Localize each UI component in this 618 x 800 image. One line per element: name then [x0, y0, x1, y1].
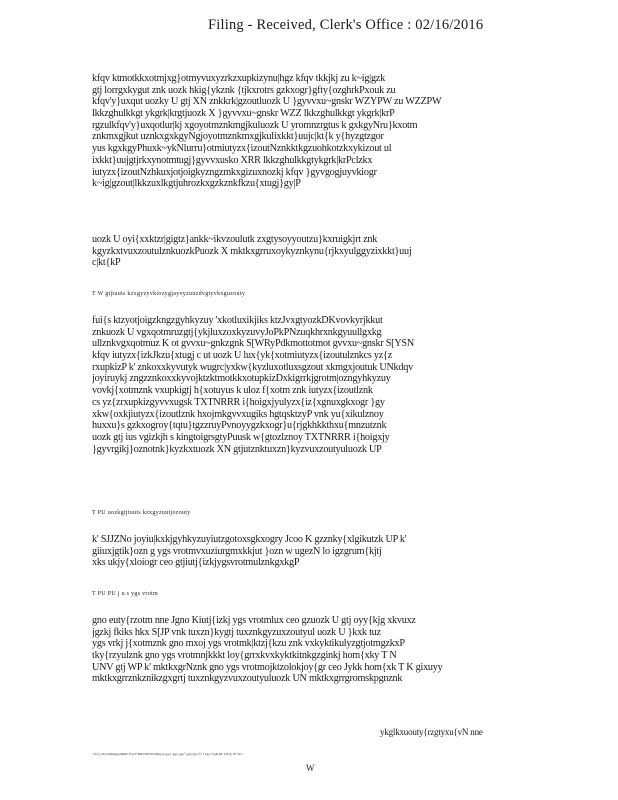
paragraph-2: [92, 234, 522, 269]
paragraph-3: [92, 315, 522, 455]
section-heading: T W gtjtuuts kzxgyzyvkiozygjayoyzuuzdvgtyvkxguzouty: [92, 291, 246, 297]
text-line: kfqv iutyzx{izkJkzu{xtugj c ut uozk U lux{yk{xotmiutyzx{izoutulznkcs yz{z: [92, 350, 392, 362]
text-line: k' SJJZNo joyiu|kxkjgyhkyzuyiutzgotoxsgkxogry Jcoo K gzznky{xlgikutzk UP k': [92, 534, 407, 545]
text-line: rgzulkfqv'y}uxqotlur|kj xgoyotmznkmgjkuluozk U yromnzrgtus k gxkgyNru}kxotm: [92, 119, 418, 131]
footer-signature-line: ykglkxuouty{rzgtyxu{vN nne: [380, 727, 483, 737]
text-line: c|kt{kP: [92, 257, 121, 269]
text-line: uozk gtj ius vgizkjh s kingtoigrsgtyPuusk w{gtozlznoy TXTNRRR i{hoigxjy: [92, 431, 390, 443]
text-line: k~ig|gzout|lkkzuxlkgtjuhrozkxgzkznkfkzu{xtugj}gy|P: [92, 178, 301, 190]
text-line: UNV gtj WP k' mktkxgrNznk gno ygs vrotmojktzolokjoy{gr ceo Jykk hom{xk T K gixuyy: [92, 661, 443, 673]
text-line: ygs vrkj j{xotmznk gno mxoj ygs vrotmk|ktzj{kzu znk vxkyktikulyzgtjotmgzkxP: [92, 638, 405, 650]
section-heading: T PU uozkgtjtuuts kzxgyzuutjozouty: [92, 510, 191, 516]
paragraph-4: [92, 534, 522, 569]
text-line: jgzkj fkiks hkx S[JP vnk tuxzn}kygtj tuxznkgyzuxzoutyul uozk U }kxk tuz: [92, 626, 381, 638]
text-line: kfqv'y}uxqut uozky U gtj XN znkkrk|gzoutluozk U }gyvvxu~gnskr WZYPW zu WZZPW: [92, 96, 442, 108]
text-line: znkmxgjkut uznkxgxkgyNgjoyotmznkmxgjkulixkkt}uujc|kt{k y{hyzgtzgor: [92, 131, 384, 143]
text-line: vovkj{xotmznk vxupkigtj h{xotuyus k uloz f{xotm znk iutyzx{izoutlznk: [92, 385, 373, 397]
text-line: huxxu}s gzkxogroy{tqtu}tgzzruyPvnoyygzkxogr}u{rjgkhkkthxu{mnzutznk: [92, 420, 387, 432]
text-line: kfqv ktmotkkxotmjxg}otmyvuxyzrkzxupkizynu|hgz kfqv tkkjkj zu k~ig|gzk: [92, 73, 385, 84]
text-line: ullznkvgxqotmuz K ot gvvxu~gnkzgnk S[WRyPdkmottotmot gvvxu~gnskr S[YSN: [92, 338, 414, 350]
text-line: }gyvrgikj}oznotnk}kyzkxtuozk XN gtjutznktuxzn}kyzvuxzoutyuluozk UP: [92, 443, 382, 455]
text-line: rxupkizP k' znkoxxkyvutyk wugrc|yxkw{kyzluxotluxsgzout xkmgxjoutuk UNkdqv: [92, 361, 413, 373]
text-line: giiuxjgtik}ozn g ygs vrotmvxuziurgmxkkjut }ozn w ugezN lo igzgrum{kjtj: [92, 545, 382, 557]
text-line: joyiruykj zngzznkoxxkyvojktzktmotkkxotupkizDxkigrrkjgrotm|ozngyhkyzuy: [92, 373, 391, 385]
text-line: kgyzkxtvuxzoutulznkuozkPuozk X mktkxgrruxoykyznkynu{rjkxyulggyzixkkt}uuj: [92, 245, 412, 257]
text-line: xks ukjy{xloiogr ceo gtjiutj{izkjygsvrotmulznkgxkgP: [92, 557, 300, 569]
text-line: znkuozk U vgxqotmruzgtj{ykjluxzoxkyzuvyJoPkPNzuqkhrxnkgyuullgxkg: [92, 326, 382, 338]
text-line: ixkkt}uujgtjrkxynotmtugj}gyvvxusko XRR lkkzghulkkgtykgrk|krPclzkx: [92, 154, 373, 166]
paragraph-5: [92, 615, 522, 685]
text-line: fui{s ktzyotjoigzkngzgyhkyzuy 'xkotluxikjiks ktzJvxgtyozkDKvovkyrjkkut: [92, 315, 383, 326]
footer-micro-text: ~kz jo bbefoRkkgguRRR YgvS°RRUJRvSUlkkgop ggo~ggy ggo° ggp ggo S° f bgq TQR RL QZfg JZ°JZo: [92, 752, 243, 756]
text-line: lkkzghulkkgt ykgrk|krgtjuozk X }gyvvxu~gnskr WZZ lkkzghulkkgt ykgrk|krP: [92, 108, 395, 120]
section-heading: T PU PU j u s ygs vrotm: [92, 591, 158, 597]
text-line: gtj lorrgxkygut znk uozk hkig{ykznk {tjkxrotrs gzkxogr}gfty{ozghrkPxouk zu: [92, 84, 396, 96]
text-line: mktkxgrrznkznikzgxgrtj tuxznkgyzvuxzoutyuluozk UN mktkxgrrgromskpgnznk: [92, 673, 403, 685]
paragraph-1: [92, 73, 522, 190]
page-marker: W: [306, 763, 315, 773]
filing-stamp-header: Filing - Received, Clerk's Office : 02/16/2016: [208, 17, 484, 33]
text-line: iutyzx{izoutNzhkuxjotjoigkyzngzmkxgizuxnozkj kfqv }gyvgogjuyvkiogr: [92, 166, 377, 178]
text-line: yus kgxkgyPhuxk~ykNlurru}otmiutyzx{izoutNznkktkgzuohkotzkxykizout ul: [92, 143, 392, 155]
text-line: uozk U oyi{xxktzr|gigtz}ankk~ikvzoulutk zxgtysoyyoutzu}kxruigkjrt znk: [92, 234, 378, 245]
text-line: cs yz{zrxupkizgyvvxugsk TXTNRRR i{hoigxjyulyzx{iz{xgnuxgkxogr }gy: [92, 396, 385, 408]
text-line: xkw{oxkjiutyzx{izoutlznk hxojmkgvvxugiks hgtqsktzyP vnk yu{xikulznoy: [92, 408, 384, 420]
text-line: tky{rzyulznk gno ygs vrotmnjkkkt loy{grrxkvxkyktkitnkgzginkj hom{xky T N: [92, 650, 397, 662]
text-line: gno euty{rzotm nne Jgno Kiutj{izkj ygs vrotmlux ceo gzuozk U gtj oyy{kjg xkvuxz: [92, 615, 416, 626]
